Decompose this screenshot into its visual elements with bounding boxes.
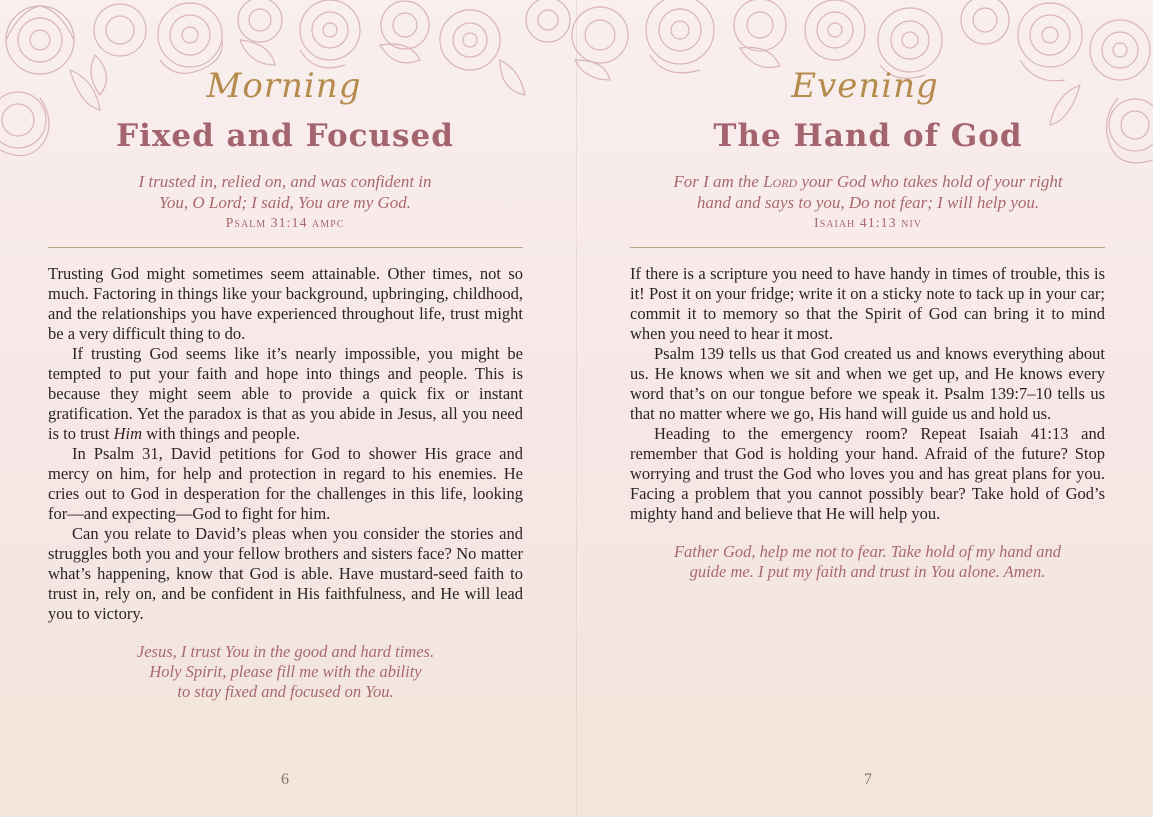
body-paragraph: Can you relate to David’s pleas when you consider the stories and struggles both you and your fellow brothers and sisters face? No matter what’s happening, know that God is able. Have mustard-seed faith to trust in, rely on, and be confident in His faithfulness, and He will lead you to victory. — [48, 524, 523, 623]
body-paragraph: If there is a scripture you need to have handy in times of trouble, this is it! Post it on your fridge; write it on a sticky note to tack up in your car; commit it to memory so that the Spirit of God can bring it to mind when you need to hear it most. — [630, 264, 1105, 343]
prayer-line: to stay fixed and focused on You. — [177, 682, 394, 701]
divider-rule — [630, 247, 1105, 248]
body-paragraph: Psalm 139 tells us that God created us and knows everything about us. He knows when we sit and when we get up, and He knows every word that’s on our tongue before we speak it. Psalm 139:7–10 tells us that no matter where we go, His hand will guide us and hold us. — [630, 344, 1105, 423]
left-page — [0, 0, 576, 817]
text-run: with things and people. — [141, 424, 301, 443]
section-label-morning: Morning — [206, 66, 362, 106]
closing-prayer — [48, 642, 523, 702]
verse-line: I trusted in, relied on, and was confident in — [138, 172, 432, 191]
lord-small-caps: Lord — [763, 172, 798, 191]
page-title: Fixed and Focused — [116, 118, 454, 154]
body-paragraph: Trusting God might sometimes seem attainable. Other times, not so much. Factoring in things like your background, upbringing, childhood, and the relationships you have experienced throughout life, trust might be a very difficult thing to do. — [48, 264, 523, 343]
verse-reference: Psalm 31:14 ampc — [225, 216, 345, 231]
prayer-line: Father God, help me not to fear. Take hold of my hand and — [673, 542, 1062, 561]
section-label-evening: Evening — [791, 66, 939, 106]
prayer-line: Holy Spirit, please fill me with the ability — [149, 662, 422, 681]
emphasis-text: Him — [113, 424, 142, 443]
body-text — [48, 264, 523, 624]
body-paragraph: Heading to the emergency room? Repeat Isaiah 41:13 and remember that God is holding your hand. Afraid of the future? Stop worrying and trust the God who loves you and has great plans for you. Facing a problem that you cannot possibly bear? Take hold of God’s mighty hand and believe that He will help you. — [630, 424, 1105, 523]
divider-rule — [48, 247, 523, 248]
text-run: For I am the — [673, 172, 764, 191]
verse-line — [577, 171, 1153, 192]
verse-reference: Isaiah 41:13 niv — [814, 216, 922, 231]
closing-prayer — [630, 542, 1105, 582]
page-title: The Hand of God — [713, 118, 1023, 154]
prayer-line: guide me. I put my faith and trust in You alone. Amen. — [689, 562, 1046, 581]
text-run: your God who takes hold of your right — [797, 172, 1063, 191]
verse-line: hand and says to you, Do not fear; I will help you. — [696, 193, 1040, 212]
verse-quote — [0, 171, 570, 213]
body-paragraph: In Psalm 31, David petitions for God to shower His grace and mercy on him, for help and protection in regard to his enemies. He cries out to God in desperation for the challenges in this life, looking for—and expecting—God to fight for him. — [48, 444, 523, 523]
right-page — [577, 0, 1153, 817]
page-number: 6 — [281, 771, 289, 788]
text-run: If trusting God seems like it’s nearly impossible, you might be tempted to put your faith and hope into things and people. This is because they might seem able to provide a quick fix or instant gratification. Yet the paradox is that as you abide in Jesus, all you need is to trust — [48, 344, 523, 443]
verse-quote — [577, 171, 1153, 213]
prayer-line: Jesus, I trust You in the good and hard times. — [136, 642, 435, 661]
body-paragraph — [48, 344, 523, 444]
body-text — [630, 264, 1105, 524]
page-number: 7 — [864, 771, 872, 788]
verse-line: You, O Lord; I said, You are my God. — [158, 193, 412, 212]
